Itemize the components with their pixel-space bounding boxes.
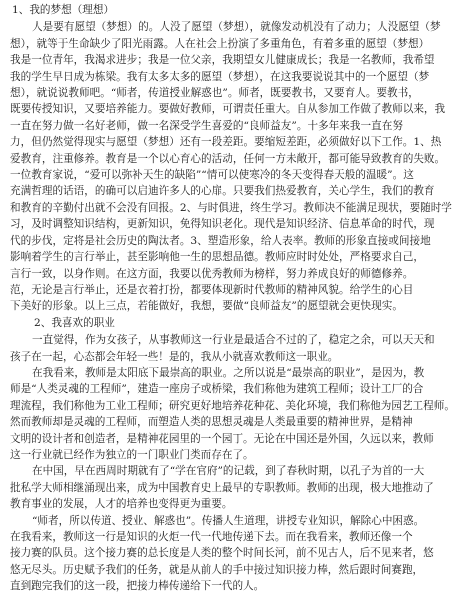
text-line: 接力赛的队员。这个接力赛的总长度是人类的整个时间长河，前不见古人，后不见来者，悠 <box>10 547 434 560</box>
section-heading: 1、我的梦想（理想） <box>12 4 115 16</box>
text-line: 人是要有愿望（梦想）的。人没了愿望（梦想），就像发动机没有了动力；人没愿望（梦 <box>32 21 441 34</box>
text-line: 既要传授知识，又要培养能力。要做好教师，可谓责任重大。自从参加工作做了教师以来，我 <box>10 103 446 116</box>
text-line: 批私学大师相继涌现出来，成为中国教育史上最早的专职教师。教师的出现，极大地推动了 <box>10 481 434 494</box>
paragraph <box>10 365 464 463</box>
text-line: 代的步伐，定将是社会历史的陶汰者。3、塑造形象，给人表率。教师的形象直接或间接地 <box>10 234 431 247</box>
text-line: 习，及时调整知识结构，更新知识，免得知识老化。现代是知识经济、信息革命的时代，现 <box>10 218 435 231</box>
text-line: 师是“人类灵魂的工程师”，建造一座房子或桥梁，我们称他为建筑工程师；设计工厂的合 <box>10 383 424 396</box>
paragraph <box>10 463 464 512</box>
paragraph <box>10 332 464 365</box>
text-line: 一直在努力做一名好老师，做一名深受学生喜爱的“良师益友”。十多年来我一直在努 <box>10 119 403 132</box>
text-line: “师者，所以传道、授业、解惑也”。传播人生道理，讲授专业知识，解除心中困惑。 <box>32 514 425 527</box>
document-page <box>10 2 464 595</box>
section-body <box>10 332 464 595</box>
text-line: 文明的设计者和创造者，是精神花园里的一个园丁。无论在中国还是外国，久远以来，教师 <box>10 432 434 445</box>
text-line: 理流程，我们称他为工业工程师；研究更好地培养花种花、美化环境，我们称他为园艺工程师。 <box>10 399 455 412</box>
text-line: 我是一位青年，我渴求进步；我是一位父亲，我期望女儿健康成长；我是一名教师，我希望 <box>10 54 435 67</box>
text-line: 爱教育，注重修养。教育是一个以心育心的活动，任何一方未敞开，都可能导致教育的失败。 <box>10 152 446 165</box>
text-line: 然而教师却是灵魂的工程师，而塑造人类的思想灵魂是人类最重要的精神世界，是精神 <box>10 416 413 429</box>
text-line: 力，但仍然觉得现实与愿望（梦想）还有一段差距。要缩短差距，必须做好以下工作。1、热 <box>10 136 442 149</box>
text-line: 想），就等于生命缺少了阳光雨露。人在社会上扮演了多重角色，有着多重的愿望（梦想） <box>10 37 430 50</box>
text-line: 直到跑完我们的这一段，把接力棒传递给下一代的人。 <box>10 580 265 593</box>
paragraph <box>10 513 464 595</box>
text-line: 教育事业的发展，人才的培养也变得更为重要。 <box>10 498 233 511</box>
paragraph <box>10 19 464 314</box>
text-line: 下美好的形象。以上三点，若能做好，我想，要做“良师益友”的愿望就会更快现实。 <box>10 300 403 313</box>
text-line: 一直觉得，作为女孩子，从事教师这一行业是最适合不过的了，稳定之余，可以天天和 <box>32 334 435 347</box>
text-line: 这一行业就已经作为独立的一门职业门类而存在了。 <box>10 448 254 461</box>
text-line: 在我看来，教师是太阳底下最崇高的职业。之所以说是“最崇高的职业”，是因为，教 <box>32 366 425 379</box>
section-heading: 2、我喜欢的职业 <box>34 316 115 329</box>
text-line: 充满哲理的话语，的确可以启迪许多人的心扉。只要我们热爱教育，关心学生，我们的教育 <box>10 185 435 198</box>
section-my-dream <box>10 2 464 315</box>
text-line: 言行一致，以身作则。在这方面，我要以优秀教师为榜样，努力养成良好的师德修养。 <box>10 267 414 280</box>
section-favorite-job <box>10 315 464 595</box>
text-line: 范，无论是言行举止，还是衣着打扮，都要体现新时代教师的精神风貌。给学生的心目 <box>10 283 414 296</box>
text-line: 悠无尽头。历史赋予我们的任务，就是从前人的手中接过知识接力棒，然后跟时间赛跑， <box>10 563 424 576</box>
text-line: 想），就说说教师吧。“师者，传道授业解惑也”。师者，既要教书，又要育人。要教书， <box>10 87 419 100</box>
text-line: 一位教育家说，“爱可以弥补天生的缺陷”“情可以使寒冷的冬天变得春天般的温暖”。这 <box>10 169 414 182</box>
section-body <box>10 19 464 314</box>
text-line: 孩子在一起，心态都会年轻一些！是的，我从小就喜欢教师这一职业。 <box>10 350 339 363</box>
text-line: 影响着学生的言行举止，甚至影响他一生的思想品德。教师应时时处处，严格要求自己， <box>10 251 424 264</box>
text-line: 我的学生早日成为栋梁。我有太多太多的愿望（梦想），在这我要说说其中的一个愿望（梦 <box>10 70 430 83</box>
text-line: 和教育的辛勤付出就不会没有回报。2、与时俱进，终生学习。教师决不能满足现状，要随时学 <box>10 201 452 214</box>
text-line: 在我看来，教师这一行是知识的火炬一代一代地传递下去。而在我看来，教师还像一个 <box>10 531 413 543</box>
text-line: 在中国，早在西周时期就有了“学在官府”的记载，到了春秋时期，以孔子为首的一大 <box>32 465 425 478</box>
